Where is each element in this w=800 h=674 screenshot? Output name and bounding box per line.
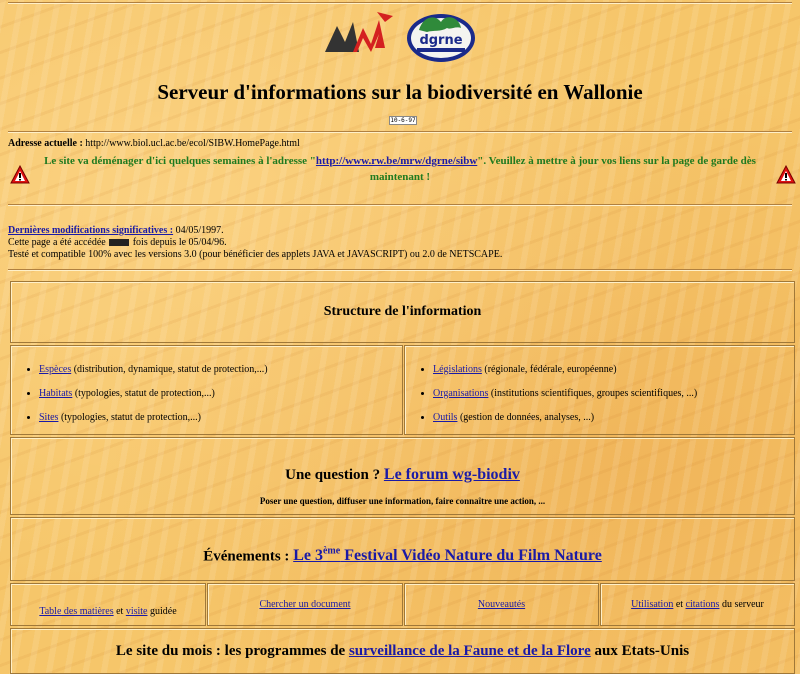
last-modifications-link[interactable]: Dernières modifications significatives :: [8, 225, 174, 236]
usage-link[interactable]: Utilisation: [631, 599, 674, 610]
usage-server: du serveur: [719, 599, 764, 610]
events-prefix: Événements :: [203, 548, 294, 565]
move-notice: [8, 153, 792, 191]
site-of-month-heading: [11, 643, 794, 660]
mrw-logo[interactable]: [323, 8, 397, 60]
outils-link[interactable]: Outils: [433, 412, 458, 423]
new-address-link[interactable]: http://www.rw.be/mrw/dgrne/sibw: [315, 155, 478, 167]
site-month-prefix: Le site du mois : les programmes de: [115, 643, 349, 659]
top-rule: [8, 2, 792, 4]
warning-icon: [10, 165, 30, 185]
forum-prefix: Une question ?: [285, 467, 384, 483]
forum-subtitle: Poser une question, diffuser une information, faire connaître une action, ...: [259, 496, 546, 506]
dgrne-logo-text: dgrne: [419, 33, 463, 48]
last-modifications-date: 04/05/1997.: [173, 225, 224, 236]
structure-header-cell: [10, 281, 795, 343]
organisations-desc: (institutions scientifiques, groupes scientifiques, ...): [488, 388, 698, 399]
page-title: Serveur d'informations sur la biodiversité en Wallonie: [157, 80, 643, 104]
warning-icon: [776, 165, 796, 185]
modification-info: [8, 225, 502, 261]
list-item: [39, 412, 402, 423]
search-cell: [207, 583, 403, 626]
search-document-link[interactable]: Chercher un document: [259, 599, 351, 610]
structure-title: Structure de l'information: [323, 304, 482, 319]
habitats-desc: (typologies, statut de protection,...): [72, 388, 215, 399]
legislations-desc: (régionale, fédérale, européenne): [481, 364, 617, 375]
festival-link-a: Le 3: [293, 547, 323, 565]
festival-link-b: Festival Vidéo Nature du Film Nature: [340, 547, 602, 565]
list-item: [39, 364, 402, 375]
especes-desc: (distribution, dynamique, statut de protection,...): [71, 364, 268, 375]
forum-heading: [11, 466, 794, 484]
date-badge: 10-6-97: [390, 117, 416, 124]
legislations-link[interactable]: Législations: [433, 364, 482, 375]
current-address: [8, 138, 300, 149]
festival-link[interactable]: [293, 547, 602, 564]
site-month-suffix: aux Etats-Unis: [590, 643, 690, 659]
habitats-link[interactable]: Habitats: [39, 388, 73, 399]
list-item: [39, 388, 402, 399]
toc-and: et: [113, 606, 126, 617]
compatibility-text: Testé et compatible 100% avec les versions 3.0 (pour bénéficier des applets JAVA et JAVASCRIPT) ou 2.0 de NETSCAPE.: [8, 249, 503, 260]
news-cell: [404, 583, 599, 626]
citations-link[interactable]: citations: [685, 599, 720, 610]
events-heading: [11, 546, 794, 565]
list-item: [433, 412, 794, 423]
outils-desc: (gestion de données, analyses, ...): [457, 412, 595, 423]
festival-link-sup: ème: [322, 546, 341, 557]
visit-link[interactable]: visite: [125, 606, 148, 617]
sites-desc: (typologies, statut de protection,...): [58, 412, 201, 423]
notice-part1: Le site va déménager d'ici quelques semaines à l'adresse ": [44, 155, 316, 167]
dgrne-logo[interactable]: [405, 8, 477, 64]
rule-after-notice: [8, 204, 792, 206]
counter-text-after: fois depuis le 05/04/96.: [130, 237, 227, 248]
rule-after-title: [8, 131, 792, 133]
structure-left-column: [10, 345, 403, 435]
forum-link[interactable]: Le forum wg-biodiv: [383, 466, 520, 483]
list-item: [433, 388, 794, 399]
site-of-month-link[interactable]: surveillance de la Faune et de la Flore: [348, 643, 591, 659]
notice-text: [38, 153, 762, 185]
usage-cell: [600, 583, 795, 626]
visit-counter: [109, 239, 129, 246]
usage-and: et: [673, 599, 686, 610]
rule-after-mods: [8, 269, 792, 271]
especes-link[interactable]: Espèces: [39, 364, 72, 375]
events-cell: [10, 517, 795, 581]
address-url: http://www.biol.ucl.ac.be/ecol/SIBW.HomePage.html: [85, 138, 300, 149]
notice-part2: ". Veuillez à mettre à jour vos liens sur la page de garde dès maintenant !: [369, 155, 756, 183]
address-label: Adresse actuelle :: [8, 138, 83, 149]
list-item: [433, 364, 794, 375]
toc-guided: guidée: [147, 606, 177, 617]
organisations-link[interactable]: Organisations: [433, 388, 489, 399]
forum-cell: [10, 437, 795, 515]
toc-cell: [10, 583, 206, 626]
news-link[interactable]: Nouveautés: [477, 599, 526, 610]
toc-link[interactable]: Table des matières: [39, 606, 114, 617]
sites-link[interactable]: Sites: [39, 412, 59, 423]
logos: [0, 8, 800, 68]
counter-text-before: Cette page a été accédée: [8, 237, 109, 248]
site-of-month-cell: [10, 628, 795, 674]
structure-right-column: [404, 345, 795, 435]
